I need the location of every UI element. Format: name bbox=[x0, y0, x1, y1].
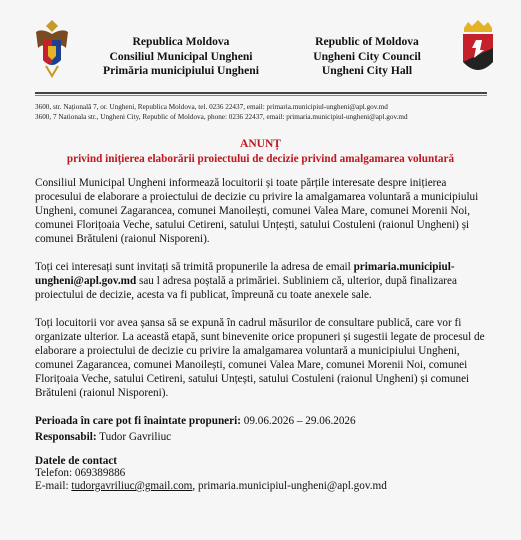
address-block bbox=[35, 102, 505, 122]
announcement-subtitle: privind inițierea elaborării proiectului de decizie privind amalgamarea voluntară bbox=[66, 153, 455, 165]
paragraph-invitation bbox=[35, 260, 493, 302]
ungheni-coat-of-arms-icon bbox=[458, 18, 498, 80]
email-label: E-mail: bbox=[35, 480, 72, 492]
responsible-value: Tudor Gavriliuc bbox=[96, 431, 172, 443]
invitation-text-end: sau l adresa poștală a primăriei. Subliniem că, ulterior, după finalizarea proiectului de decizie, acesta va fi publicat, împreună cu toate anexele sale. bbox=[35, 275, 457, 301]
header-divider bbox=[35, 92, 487, 96]
letterhead-romanian bbox=[96, 35, 266, 79]
contact-email bbox=[35, 479, 493, 493]
responsible-label: Responsabil: bbox=[35, 431, 97, 443]
city-hall-name-ro: Primăria municipiului Ungheni bbox=[103, 64, 259, 77]
paragraph-consultation: Toți locuitorii vor avea șansa să se expună în cadrul măsurilor de consultare publică, care vor fi organizate ulterior. La această etapă, sunt binevenite orice propuneri și sugestii legate de procesul de elaborare a proiectului de decizie cu privire la amalgamarea voluntară a municipiului Ungheni, comunei Zagarancea, comunei Manoilești, comunei Valea Mare, comunei Morenii Noi, comunei Florițoaia Veche, satului Cetireni, satului Unțești, satului Costuleni (raionul Ungheni) și comunei Brătuleni (raionul Nisporeni). bbox=[35, 317, 485, 399]
announcement-title: ANUNȚ bbox=[240, 138, 281, 150]
country-name-en: Republic of Moldova bbox=[315, 35, 419, 48]
letterhead-english bbox=[292, 35, 442, 79]
moldova-coat-of-arms-icon bbox=[32, 18, 72, 80]
period-label: Perioada în care pot fi înaintate propuneri: bbox=[35, 415, 241, 427]
invitation-text-start: Toți cei interesați sunt invitați să trimită propunerile la adresa de email bbox=[35, 261, 354, 273]
letterhead bbox=[0, 14, 521, 89]
paragraph-intro: Consiliul Municipal Ungheni informează locuitorii și toate părțile interesate despre inițierea procesului de elaborare a proiectului de decizie cu privire la amalgamarea voluntară a municipiului Ungheni, comunei Zagarancea, comunei Manoilești, comunei Valea Mare, comunei Morenii Noi, comunei Florițoaia Veche, satului Cetireni, satului Unțești, satului Costuleni (raionul Ungheni) și comunei Brătuleni (raionul Nisporeni). bbox=[35, 177, 479, 245]
address-ro: 3600, str. Națională 7, or. Ungheni, Republica Moldova, tel. 0236 22437, email: primaria.municipiul-ungheni@apl.gov.md bbox=[35, 103, 388, 111]
contacts-heading: Datele de contact bbox=[35, 455, 118, 467]
city-hall-name-en: Ungheni City Hall bbox=[321, 64, 413, 77]
country-name-ro: Republica Moldova bbox=[132, 35, 230, 48]
responsible-person bbox=[35, 430, 493, 444]
contact-phone: Telefon: 069389886 bbox=[35, 467, 126, 479]
invitation-email: primaria.municipiul-ungheni@apl.gov.md bbox=[35, 261, 455, 287]
email-city-hall: , primaria.municipiul-ungheni@apl.gov.md bbox=[192, 480, 387, 492]
address-en: 3600, 7 Nationala str., Ungheni City, Republic of Moldova, phone: 0236 22437, email: primaria.municipiul-ungheni@apl.gov.md bbox=[35, 113, 408, 121]
proposal-period bbox=[35, 414, 493, 428]
period-value: 09.06.2026 – 29.06.2026 bbox=[240, 415, 356, 427]
council-name-en: Ungheni City Council bbox=[313, 49, 421, 63]
council-name-ro: Consiliul Municipal Ungheni bbox=[109, 49, 253, 63]
email-link-personal[interactable]: tudorgavriliuc@gmail.com bbox=[71, 480, 193, 492]
